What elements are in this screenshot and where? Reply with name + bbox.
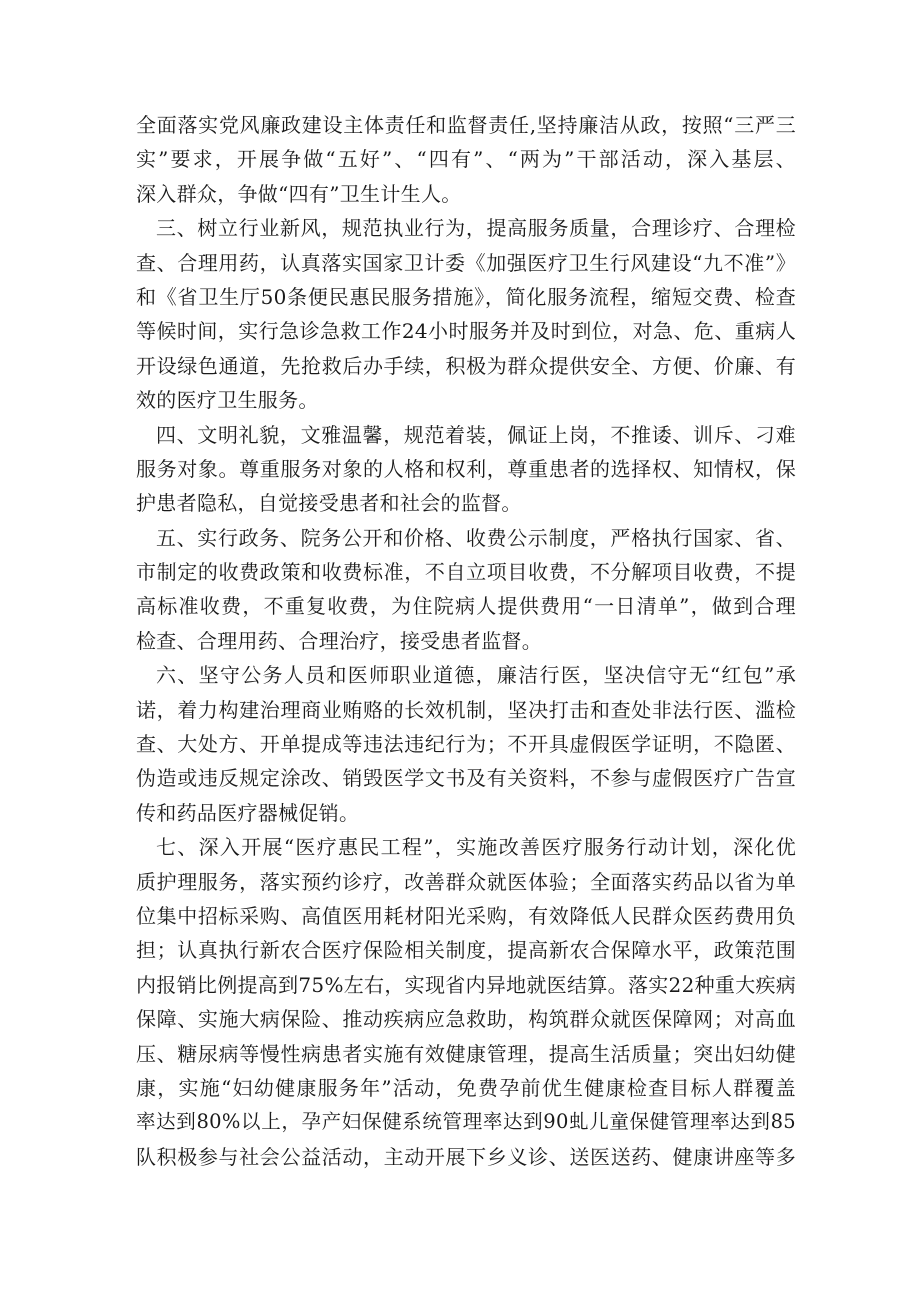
text-line: 康，实施“妇幼健康服务年”活动，免费孕前优生健康检查目标人群覆盖 [136, 1075, 796, 1100]
text-line: 高标准收费，不重复收费，为住院病人提供费用“一日清单”，做到合理 [136, 594, 796, 619]
text-line: 检查、合理用药、合理治疗，接受患者监督。 [136, 628, 542, 653]
text-line: 等候时间，实行急诊急救工作24小时服务并及时到位，对急、危、重病人 [136, 319, 796, 344]
text-line: 七、深入开展“医疗惠民工程”，实施改善医疗服务行动计划，深化优 [156, 835, 796, 860]
text-line: 开设绿色通道，先抢救后办手续，积极为群众提供安全、方便、价廉、有 [136, 353, 796, 378]
text-line: 护患者隐私，自觉接受患者和社会的监督。 [136, 491, 522, 516]
text-line: 压、糖尿病等慢性病患者实施有效健康管理，提高生活质量；突出妇幼健 [136, 1041, 796, 1066]
document-body [136, 108, 796, 1174]
text-line: 担；认真执行新农合医疗保险相关制度，提高新农合保障水平，政策范围 [136, 938, 796, 963]
text-line: 保障、实施大病保险、推动疾病应急救助，构筑群众就医保障网；对高血 [136, 1007, 796, 1032]
text-line: 查、合理用药，认真落实国家卫计委《加强医疗卫生行风建设“九不准”》 [136, 250, 796, 275]
text-line: 内报销比例提高到75%左右，实现省内异地就医结算。落实22种重大疾病 [136, 972, 797, 997]
text-line: 队积极参与社会公益活动，主动开展下乡义诊、送医送药、健康讲座等多 [136, 1144, 796, 1169]
text-line: 市制定的收费政策和收费标准，不自立项目收费，不分解项目收费，不提 [136, 560, 796, 585]
text-line: 六、坚守公务人员和医师职业道德，廉洁行医，坚决信守无“红包”承 [156, 663, 796, 688]
text-line: 三、树立行业新风，规范执业行为，提高服务质量，合理诊疗、合理检 [156, 216, 796, 241]
text-line: 查、大处方、开单提成等违法违纪行为；不开具虚假医学证明，不隐匿、 [136, 732, 796, 757]
text-line: 深入群众，争做“四有”卫生计生人。 [136, 181, 462, 206]
text-line: 四、文明礼貌，文雅温馨，规范着装，佩证上岗，不推诿、训斥、刁难 [156, 422, 796, 447]
text-line: 伪造或违反规定涂改、销毁医学文书及有关资料，不参与虚假医疗广告宣 [136, 766, 796, 791]
text-line: 实”要求，开展争做“五好”、“四有”、“两为”干部活动，深入基层、 [136, 147, 796, 172]
text-line: 质护理服务，落实预约诊疗，改善群众就医体验；全面落实药品以省为单 [136, 869, 796, 894]
text-line: 率达到80%以上，孕产妇保健系统管理率达到90虬儿童保健管理率达到85 [136, 1110, 796, 1134]
text-line: 全面落实党风廉政建设主体责任和监督责任,坚持廉洁从政，按照“三严三 [136, 113, 796, 137]
text-line: 和《省卫生厅50条便民惠民服务措施》，简化服务流程，缩短交费、检查 [136, 284, 796, 309]
text-line: 传和药品医疗器械促销。 [136, 800, 360, 825]
text-line: 位集中招标采购、高值医用耗材阳光采购，有效降低人民群众医药费用负 [136, 903, 796, 928]
text-line: 诺，着力构建治理商业贿赂的长效机制，坚决打击和查处非法行医、滥检 [136, 697, 796, 722]
text-line: 效的医疗卫生服务。 [136, 388, 319, 413]
text-line: 服务对象。尊重服务对象的人格和权利，尊重患者的选择权、知情权，保 [136, 456, 796, 481]
text-line: 五、实行政务、院务公开和价格、收费公示制度，严格执行国家、省、 [156, 525, 796, 550]
